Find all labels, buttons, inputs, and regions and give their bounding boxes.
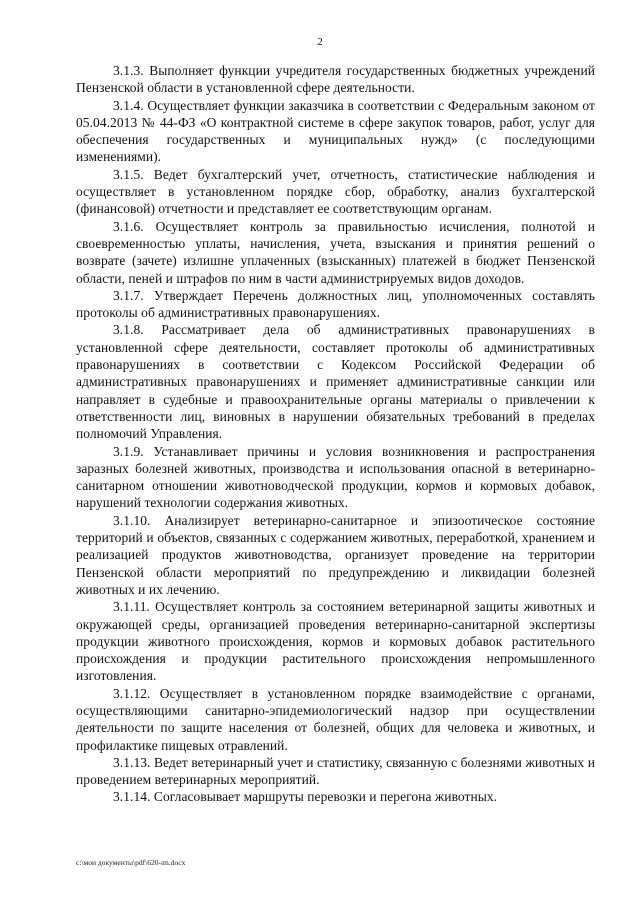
paragraph-3-1-6: 3.1.6. Осуществляет контроль за правильностью исчисления, полнотой и своевременностью уплаты, начисления, учета, взыскания и принятия решений о возврате (зачете) излишне уплаченных (взысканных) платежей в бюджет Пензенской области, пеней и штрафов по ним в части администрируемых видов доходов. (76, 218, 595, 286)
paragraph-3-1-8: 3.1.8. Рассматривает дела об административных правонарушениях в установленной сфере деятельности, составляет протоколы об административных правонарушениях в соответствии с Кодексом Российской Федерации об административных правонарушениях и применяет административные санкции или направляет в судебные и правоохранительные органы материалы о привлечении к ответственности лиц, виновных в нарушении обязательных требований в пределах полномочий Управления. (76, 322, 595, 442)
document-body (76, 62, 595, 806)
paragraph-3-1-11: 3.1.11. Осуществляет контроль за состоянием ветеринарной защиты животных и окружающей среды, организацией проведения ветеринарно-санитарной экспертизы продукции животного происхождения, кормов и кормовых добавок растительного происхождения и продукции растительного происхождения непромышленного изготовления. (76, 599, 595, 684)
paragraph-3-1-12: 3.1.12. Осуществляет в установленном порядке взаимодействие с органами, осуществляющими санитарно-эпидемиологический надзор при осуществлении деятельности по защите населения от болезней, общих для человека и животных, и профилактике пищевых отравлений. (76, 685, 595, 753)
footer-file-path: c:\мои документы\pdf\620-ım.docx (76, 858, 186, 867)
paragraph-3-1-7: 3.1.7. Утверждает Перечень должностных лиц, уполномоченных составлять протоколы об административных правонарушениях. (76, 287, 595, 321)
paragraph-3-1-10: 3.1.10. Анализирует ветеринарно-санитарное и эпизоотическое состояние территорий и объектов, связанных с содержанием животных, переработкой, хранением и реализацией продуктов животноводства, организует проведение на территории Пензенской области мероприятий по предупреждению и ликвидации болезней животных и их лечению. (76, 512, 595, 597)
paragraph-3-1-3: 3.1.3. Выполняет функции учредителя государственных бюджетных учреждений Пензенской области в установленной сфере деятельности. (76, 63, 595, 96)
page-number: 2 (317, 36, 323, 48)
paragraph-3-1-5: 3.1.5. Ведет бухгалтерский учет, отчетность, статистические наблюдения и осуществляет в установленном порядке сбор, обработку, анализ бухгалтерской (финансовой) отчетности и представляет ее соответствующим органам. (76, 166, 595, 217)
paragraph-3-1-14: 3.1.14. Согласовывает маршруты перевозки и перегона животных. (113, 789, 498, 805)
paragraph-3-1-4: 3.1.4. Осуществляет функции заказчика в соответствии с Федеральным законом от 05.04.2013 № 44-ФЗ «О контрактной системе в сфере закупок товаров, работ, услуг для обеспечения государственных и муниципальных нужд» (с последующими изменениями). (76, 97, 595, 165)
paragraph-3-1-9: 3.1.9. Устанавливает причины и условия возникновения и распространения заразных болезней животных, производства и использования опасной в ветеринарно-санитарном отношении животноводческой продукции, кормов и кормовых добавок, нарушений технологии содержания животных. (76, 443, 595, 511)
paragraph-3-1-13: 3.1.13. Ведет ветеринарный учет и статистику, связанную с болезнями животных и проведением ветеринарных мероприятий. (76, 754, 595, 788)
